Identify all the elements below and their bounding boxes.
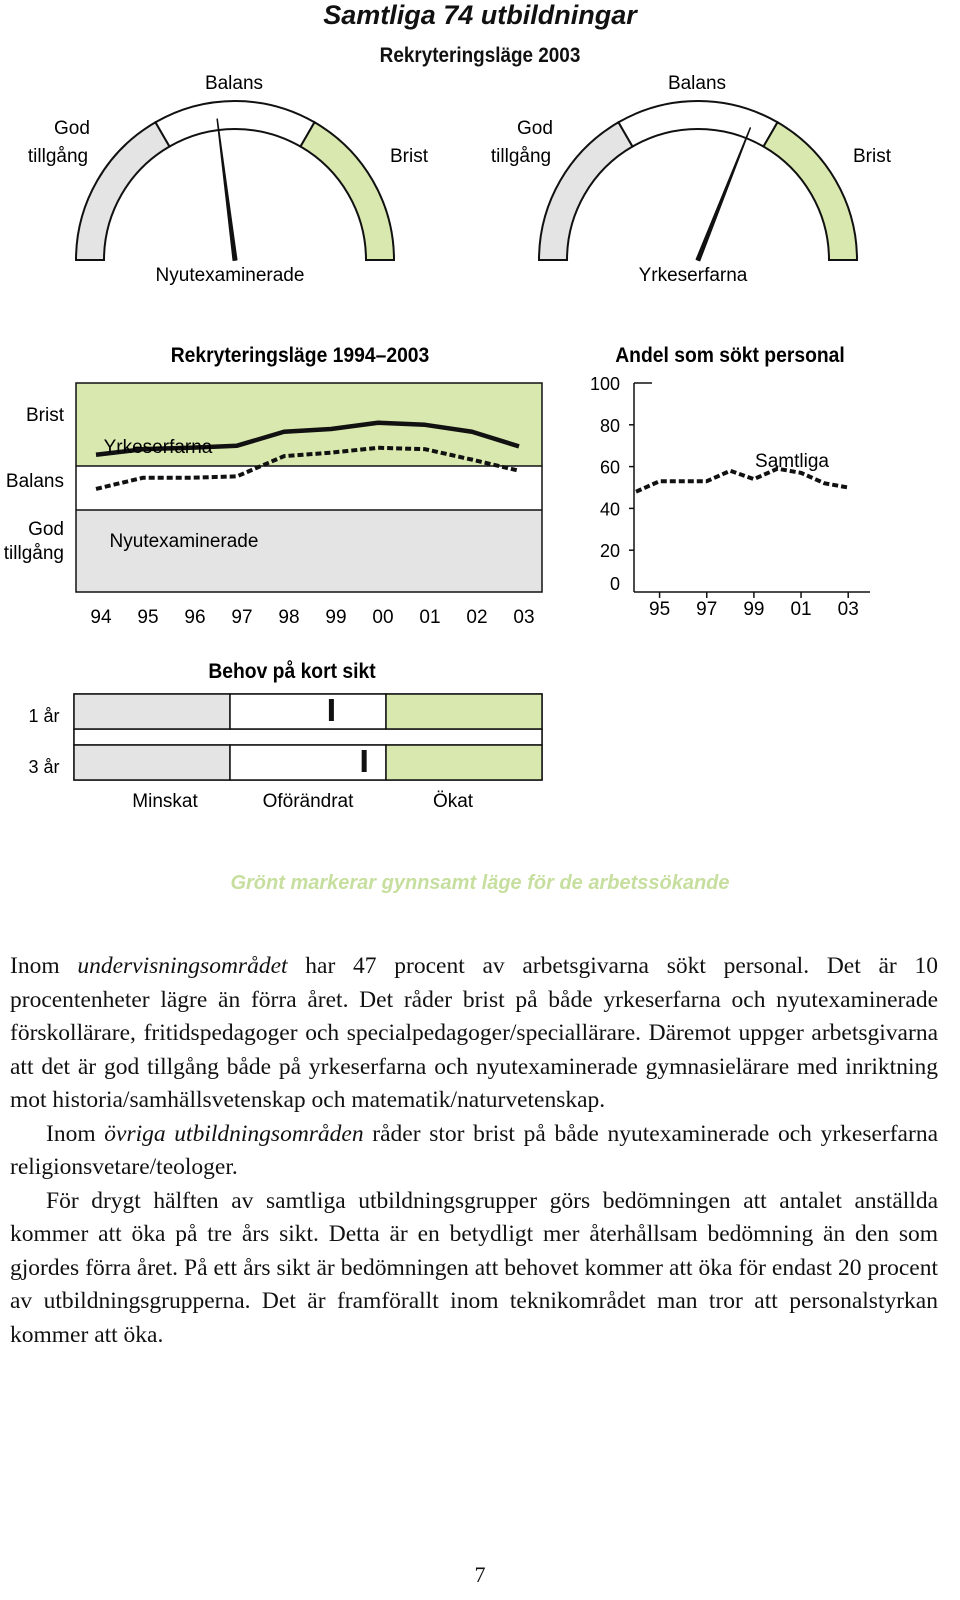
- gauge-zone-balance: [619, 101, 778, 147]
- paragraph-2-start: Inom: [46, 1120, 105, 1147]
- gauge-needle: [696, 128, 750, 261]
- need-zone-unchanged: [230, 694, 386, 729]
- gauge-yrkeserfarna: [491, 73, 892, 286]
- paragraph-2: [10, 1118, 938, 1185]
- x-tick-label: 98: [278, 607, 300, 628]
- gauge-needle: [217, 119, 237, 260]
- need-zone-decreased: [74, 694, 230, 729]
- gauge-label-shortage: Brist: [853, 146, 891, 167]
- need-label-unchanged: Oförändrat: [262, 791, 354, 812]
- series-label-nyutexaminerade: Nyutexaminerade: [109, 531, 259, 552]
- need-label-decreased: Minskat: [132, 791, 198, 812]
- x-tick-label: 95: [137, 607, 159, 628]
- page-number: 7: [474, 1562, 486, 1587]
- x-tick-label: 01: [790, 599, 812, 620]
- y-tick-label: 20: [599, 541, 620, 562]
- gauge-label-good-line2: tillgång: [490, 146, 552, 167]
- share-chart: [560, 340, 960, 640]
- y-band-label-shortage: Brist: [26, 405, 64, 426]
- paragraph-3: För drygt hälften av samtliga utbildningsgrupper görs bedömningen att antalet anställda kommer att öka på tre års sikt. Detta är en betydligt mer återhållsam bedömning än den som gjordes förra året. På ett års sikt är bedömningen att behovet kommer att öka för endast 20 procent av utbildningsgrupperna. Det är framförallt inom teknikområdet man tror att personalstyrkan kommer att öka.: [10, 1187, 938, 1348]
- recruitment-chart-title: Rekryteringsläge 1994–2003: [170, 344, 430, 368]
- y-tick-label: 80: [599, 415, 620, 436]
- need-zone-decreased: [74, 745, 230, 780]
- gauge-label-balance: Balans: [204, 73, 264, 94]
- y-band-label-good-line1: God: [28, 519, 64, 540]
- x-tick-label: 96: [184, 607, 206, 628]
- need-row-label: 3 år: [28, 757, 60, 777]
- paragraph-2-emphasis: övriga utbildningsområden: [104, 1120, 364, 1147]
- y-tick-label: 60: [599, 457, 620, 478]
- share-series: [636, 451, 848, 492]
- need-chart-title: Behov på kort sikt: [208, 660, 376, 684]
- series-label-yrkeserfarna: Yrkeserfarna: [103, 437, 213, 458]
- need-marker-2: [362, 750, 367, 772]
- x-tick-label: 99: [743, 599, 765, 620]
- share-axes: [590, 374, 870, 620]
- need-marker-1: [329, 699, 334, 721]
- y-tick-label: 100: [589, 374, 620, 394]
- need-zone-increased: [386, 694, 542, 729]
- x-tick-label: 99: [325, 607, 347, 628]
- gauge-zone-good-supply: [539, 122, 633, 260]
- page-title: Samtliga 74 utbildningar: [323, 0, 637, 30]
- need-zone-increased: [386, 745, 542, 780]
- gauge-zone-balance: [156, 101, 315, 147]
- green-legend-note: Grönt markerar gynnsamt läge för de arbetssökande: [230, 872, 730, 894]
- gauge-section-title: Rekryteringsläge 2003: [379, 44, 581, 67]
- gauge-caption: Yrkeserfarna: [638, 265, 748, 286]
- gauge-label-good-line2: tillgång: [27, 146, 89, 167]
- gauge-label-good-line1: God: [517, 118, 553, 139]
- x-tick-label: 00: [372, 607, 394, 628]
- gauge-label-shortage: Brist: [390, 146, 428, 167]
- gauge-label-good-line1: God: [54, 118, 90, 139]
- recruitment-chart: [0, 340, 560, 640]
- x-tick-label: 01: [419, 607, 441, 628]
- paragraph-1-start: Inom: [10, 953, 78, 979]
- need-label-increased: Ökat: [432, 791, 474, 812]
- paragraph-2-rest: råder stor brist på både nyutexaminerade och yrkeserfarna religionsvetare/teologer.: [10, 1120, 938, 1180]
- gauge-label-balance: Balans: [667, 73, 727, 94]
- gauge-zone-good-supply: [76, 122, 170, 260]
- paragraph-1-emphasis: undervisningsområdet: [77, 953, 288, 979]
- gauge-zone-shortage: [301, 122, 395, 260]
- series-line-samtliga: [636, 469, 848, 492]
- paragraph-1-rest: har 47 procent av arbetsgivarna sökt personal. Det är 10 procentenheter lägre än förra året. Det råder brist på både yrkeserfarna och nyutexaminerade förskollärare, fritidspedagoger och specialpedagoger/speciallärare. Däremot uppger arbetsgivarna att det är god tillgång både på yrkeserfarna och nyutexaminerade gymnasielärare med inriktning mot historia/samhällsvetenskap och matematik/naturvetenskap.: [10, 953, 938, 1113]
- need-row-gap: [74, 729, 542, 745]
- x-tick-label: 97: [696, 599, 718, 620]
- y-tick-label: 0: [609, 574, 620, 594]
- gauges-figure: [0, 0, 960, 300]
- series-label-samtliga: Samtliga: [755, 451, 829, 472]
- body-text: [10, 950, 938, 1352]
- share-chart-title: Andel som sökt personal: [615, 344, 845, 368]
- gauge-nyutexaminerade: [28, 73, 429, 286]
- y-band-label-good-line2: tillgång: [3, 543, 64, 564]
- x-tick-label: 95: [649, 599, 671, 620]
- y-band-label-balance: Balans: [5, 471, 64, 492]
- gauge-zone-shortage: [764, 122, 858, 260]
- y-tick-label: 40: [599, 499, 620, 520]
- band-balance: [76, 466, 542, 510]
- x-tick-label: 94: [90, 607, 112, 628]
- need-chart: [0, 650, 560, 830]
- paragraph-1: [10, 950, 938, 1118]
- need-rows: [28, 694, 542, 780]
- gauge-caption: Nyutexaminerade: [155, 265, 305, 286]
- recruitment-x-ticks: [90, 607, 534, 628]
- x-tick-label: 02: [466, 607, 488, 628]
- x-tick-label: 03: [513, 607, 535, 628]
- need-row-label: 1 år: [28, 706, 60, 726]
- x-tick-label: 97: [231, 607, 253, 628]
- x-tick-label: 03: [837, 599, 859, 620]
